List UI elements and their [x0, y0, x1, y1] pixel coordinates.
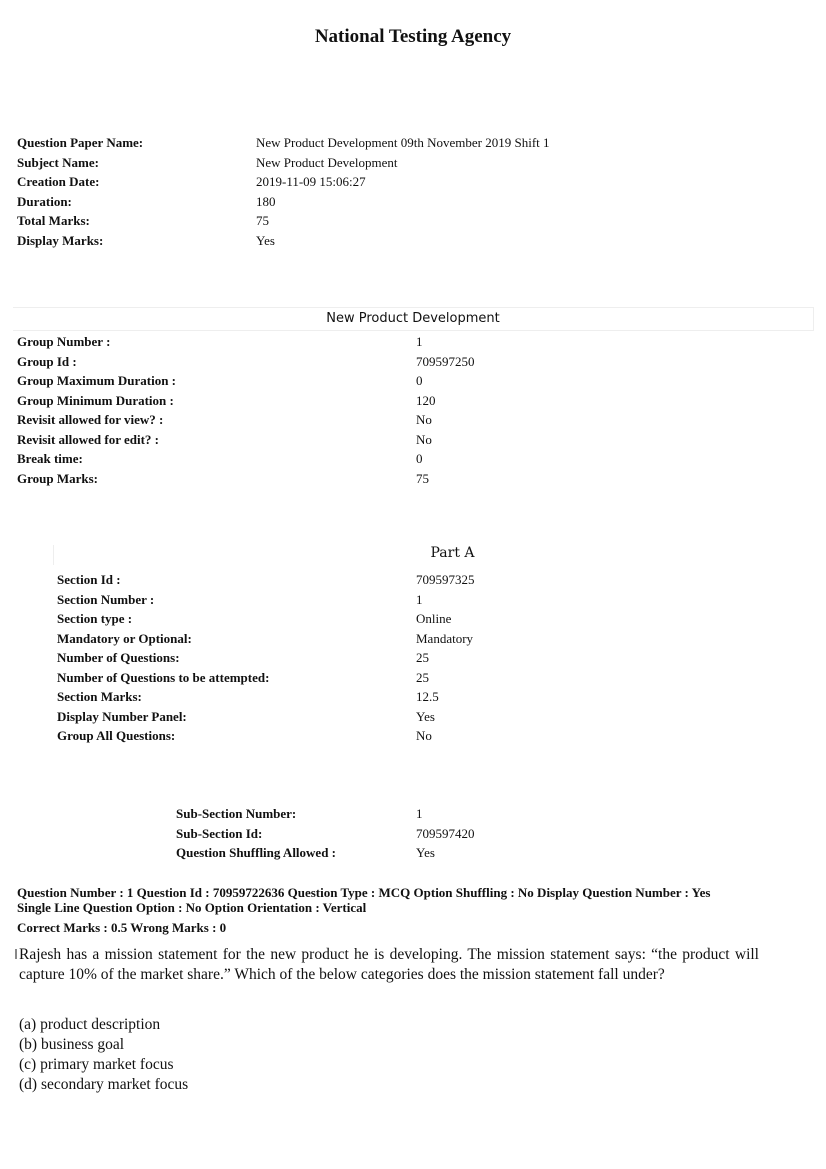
section-value: 709597325	[416, 572, 475, 587]
option-b[interactable]: (b) business goal	[19, 1036, 125, 1053]
text-marker	[15, 949, 17, 959]
group-label: Group Minimum Duration :	[17, 392, 174, 408]
info-row	[17, 231, 807, 251]
section-label: Section Number :	[57, 591, 155, 607]
section-label: Section Marks:	[57, 689, 142, 704]
info-label: Display Marks:	[17, 232, 104, 248]
section-value: 25	[416, 669, 429, 685]
group-label: Group Number :	[17, 334, 111, 349]
group-row	[17, 410, 807, 430]
subsection-info	[176, 804, 776, 863]
section-value: Online	[416, 611, 452, 626]
subsection-label: Sub-Section Number:	[176, 806, 297, 821]
info-row	[17, 192, 807, 212]
section-row	[57, 590, 807, 610]
group-row	[17, 371, 807, 391]
section-label: Display Number Panel:	[57, 708, 187, 724]
question-text-block	[19, 945, 759, 985]
section-info	[57, 570, 807, 746]
info-label: Subject Name:	[17, 154, 99, 170]
section-value: Yes	[416, 708, 435, 724]
section-value: No	[416, 728, 432, 743]
question-marks: Correct Marks : 0.5 Wrong Marks : 0	[17, 920, 227, 935]
group-value: 0	[416, 451, 423, 466]
section-row	[57, 726, 807, 746]
section-value: Mandatory	[416, 630, 474, 646]
info-label: Total Marks:	[17, 213, 90, 228]
option-c[interactable]: (c) primary market focus	[19, 1056, 174, 1073]
subsection-value: Yes	[416, 845, 435, 860]
question-options	[19, 1015, 188, 1095]
info-value: 180	[256, 193, 276, 209]
group-label: Revisit allowed for edit? :	[17, 431, 160, 447]
info-label: Creation Date:	[17, 174, 100, 189]
section-label: Group All Questions:	[57, 728, 176, 743]
group-row	[17, 430, 807, 450]
subsection-value: 709597420	[416, 825, 475, 841]
question-meta-line2: Single Line Question Option : No Option Orientation : Vertical	[17, 899, 367, 915]
section-value: 25	[416, 650, 429, 665]
info-label: Question Paper Name:	[17, 135, 144, 150]
section-value: 12.5	[416, 689, 439, 704]
info-value: 2019-11-09 15:06:27	[256, 174, 366, 189]
subsection-label: Sub-Section Id:	[176, 825, 263, 841]
info-row	[17, 133, 807, 153]
section-row	[57, 687, 807, 707]
group-row	[17, 332, 807, 352]
section-value: 1	[416, 591, 423, 607]
section-label: Number of Questions to be attempted:	[57, 669, 270, 685]
group-label: Revisit allowed for view? :	[17, 412, 164, 427]
section-row	[57, 629, 807, 649]
section-row	[57, 570, 807, 590]
group-title: New Product Development	[13, 307, 814, 331]
section-row	[57, 707, 807, 727]
group-value: 1	[416, 334, 423, 349]
subsection-label: Question Shuffling Allowed :	[176, 845, 337, 860]
info-value: 75	[256, 213, 269, 228]
group-value: 0	[416, 373, 423, 388]
group-label: Break time:	[17, 451, 83, 466]
group-info	[17, 332, 807, 488]
subsection-row	[176, 824, 776, 844]
section-label: Number of Questions:	[57, 650, 180, 665]
section-row	[57, 668, 807, 688]
option-a[interactable]: (a) product description	[19, 1016, 161, 1033]
info-value: New Product Development	[256, 154, 398, 170]
group-row	[17, 449, 807, 469]
group-value: No	[416, 412, 432, 427]
page-title: National Testing Agency	[314, 26, 512, 47]
info-row	[17, 153, 807, 173]
section-row	[57, 648, 807, 668]
info-label: Duration:	[17, 193, 72, 209]
info-row	[17, 172, 807, 192]
group-label: Group Marks:	[17, 470, 99, 486]
group-value: No	[416, 431, 432, 447]
group-value: 75	[416, 470, 429, 486]
question-meta-line1: Question Number : 1 Question Id : 70959722636 Question Type : MCQ Option Shuffling : No Display Question Number : Yes	[17, 885, 711, 900]
group-label: Group Maximum Duration :	[17, 373, 177, 388]
section-title: Part A	[430, 545, 475, 561]
section-divider	[53, 545, 54, 565]
group-row	[17, 352, 807, 372]
subsection-row	[176, 804, 776, 824]
info-value: Yes	[256, 232, 275, 248]
question-text: Rajesh has a mission statement for the new product he is developing. The mission statement says: “the product will capture 10% of the market share.” Which of the below categories does the mission statement fall under?	[19, 946, 759, 983]
group-label: Group Id :	[17, 353, 77, 369]
subsection-value: 1	[416, 806, 423, 821]
subsection-row	[176, 843, 776, 863]
section-label: Section type :	[57, 611, 133, 626]
group-row	[17, 391, 807, 411]
question-meta	[17, 886, 807, 915]
group-row	[17, 469, 807, 489]
section-row	[57, 609, 807, 629]
group-value: 120	[416, 392, 436, 408]
info-row	[17, 211, 807, 231]
paper-info	[17, 133, 807, 250]
section-label: Mandatory or Optional:	[57, 630, 192, 646]
section-label: Section Id :	[57, 572, 121, 587]
info-value: New Product Development 09th November 2019 Shift 1	[256, 135, 550, 150]
group-value: 709597250	[416, 353, 475, 369]
option-d[interactable]: (d) secondary market focus	[19, 1076, 189, 1093]
